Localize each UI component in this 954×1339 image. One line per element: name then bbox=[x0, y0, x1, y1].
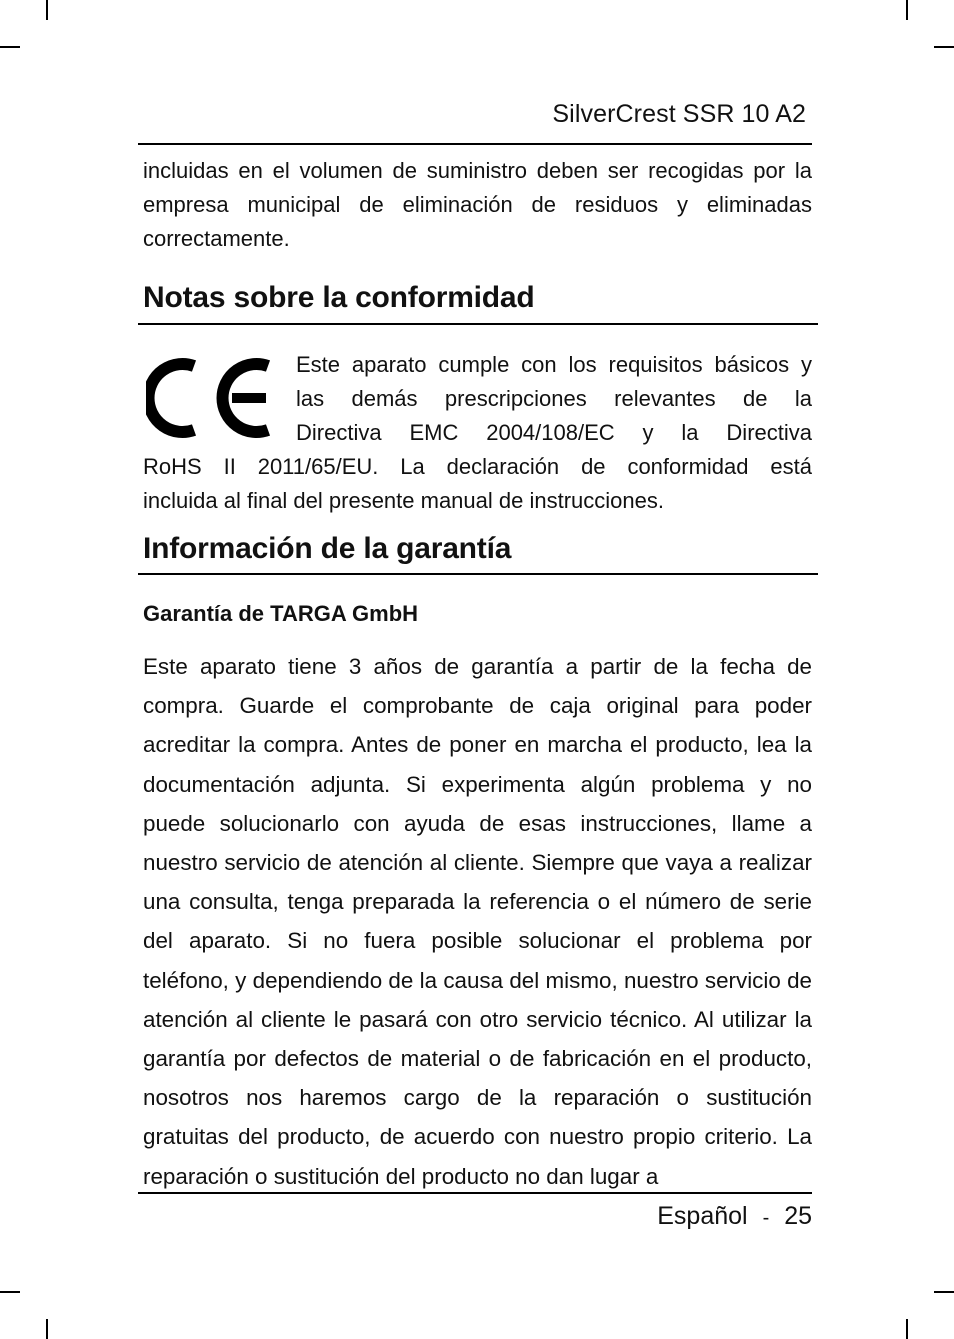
conformity-heading-rule bbox=[138, 323, 818, 325]
crop-mark-top-left-h bbox=[0, 46, 20, 48]
conformity-line: las demás prescripciones relevantes de la bbox=[296, 386, 812, 411]
crop-mark-top-right-v bbox=[906, 0, 908, 20]
conformity-heading: Notas sobre la conformidad bbox=[143, 281, 535, 314]
warranty-subheading: Garantía de TARGA GmbH bbox=[143, 601, 419, 626]
conformity-text bbox=[143, 348, 812, 518]
crop-mark-top-right-h bbox=[934, 46, 954, 48]
page-number: 25 bbox=[784, 1202, 812, 1230]
footer-separator: - bbox=[762, 1207, 770, 1229]
conformity-line: incluida al final del presente manual de instrucciones. bbox=[143, 488, 664, 513]
warranty-heading: Información de la garantía bbox=[143, 532, 512, 565]
conformity-line: Este aparato cumple con los requisitos básicos y bbox=[296, 352, 812, 377]
header-title: SilverCrest SSR 10 A2 bbox=[552, 100, 806, 128]
page-footer bbox=[657, 1202, 812, 1231]
footer-language: Español bbox=[657, 1202, 748, 1230]
conformity-line: Directiva EMC 2004/108/EC y la Directiva bbox=[296, 420, 812, 445]
header-rule bbox=[138, 143, 812, 145]
crop-mark-bottom-left-v bbox=[46, 1319, 48, 1339]
warranty-paragraph: Este aparato tiene 3 años de garantía a partir de la fecha de compra. Guarde el comprobante de caja original para poder acreditar la compra. Antes de poner en marcha el producto, lea la documentación adjunta. Si experimenta algún problema y no puede solucionarlo con ayuda de esas instrucciones, llame a nuestro servicio de atención al cliente. Siempre que vaya a realizar una consulta, tenga preparada la referencia o el número de serie del aparato. Si no fuera posible solucionar el problema por teléfono, y dependiendo de la causa del mismo, nuestro servicio de atención al cliente le pasará con otro servicio técnico. Al utilizar la garantía por defectos de material o de fabricación en el producto, nosotros nos haremos cargo de la reparación o sustitución gratuitas del producto, de acuerdo con nuestro propio criterio. La reparación o sustitución del producto no dan lugar a bbox=[143, 654, 812, 1189]
intro-paragraph: incluidas en el volumen de suministro deben ser recogidas por la empresa municipal de eliminación de residuos y eliminadas correctamente. bbox=[143, 158, 812, 251]
crop-mark-bottom-right-h bbox=[934, 1291, 954, 1293]
crop-mark-bottom-right-v bbox=[906, 1319, 908, 1339]
warranty-heading-rule bbox=[138, 573, 818, 575]
footer-rule bbox=[138, 1192, 812, 1194]
crop-mark-bottom-left-h bbox=[0, 1291, 20, 1293]
crop-mark-top-left-v bbox=[46, 0, 48, 20]
conformity-line: RoHS II 2011/65/EU. La declaración de conformidad está bbox=[143, 454, 812, 479]
